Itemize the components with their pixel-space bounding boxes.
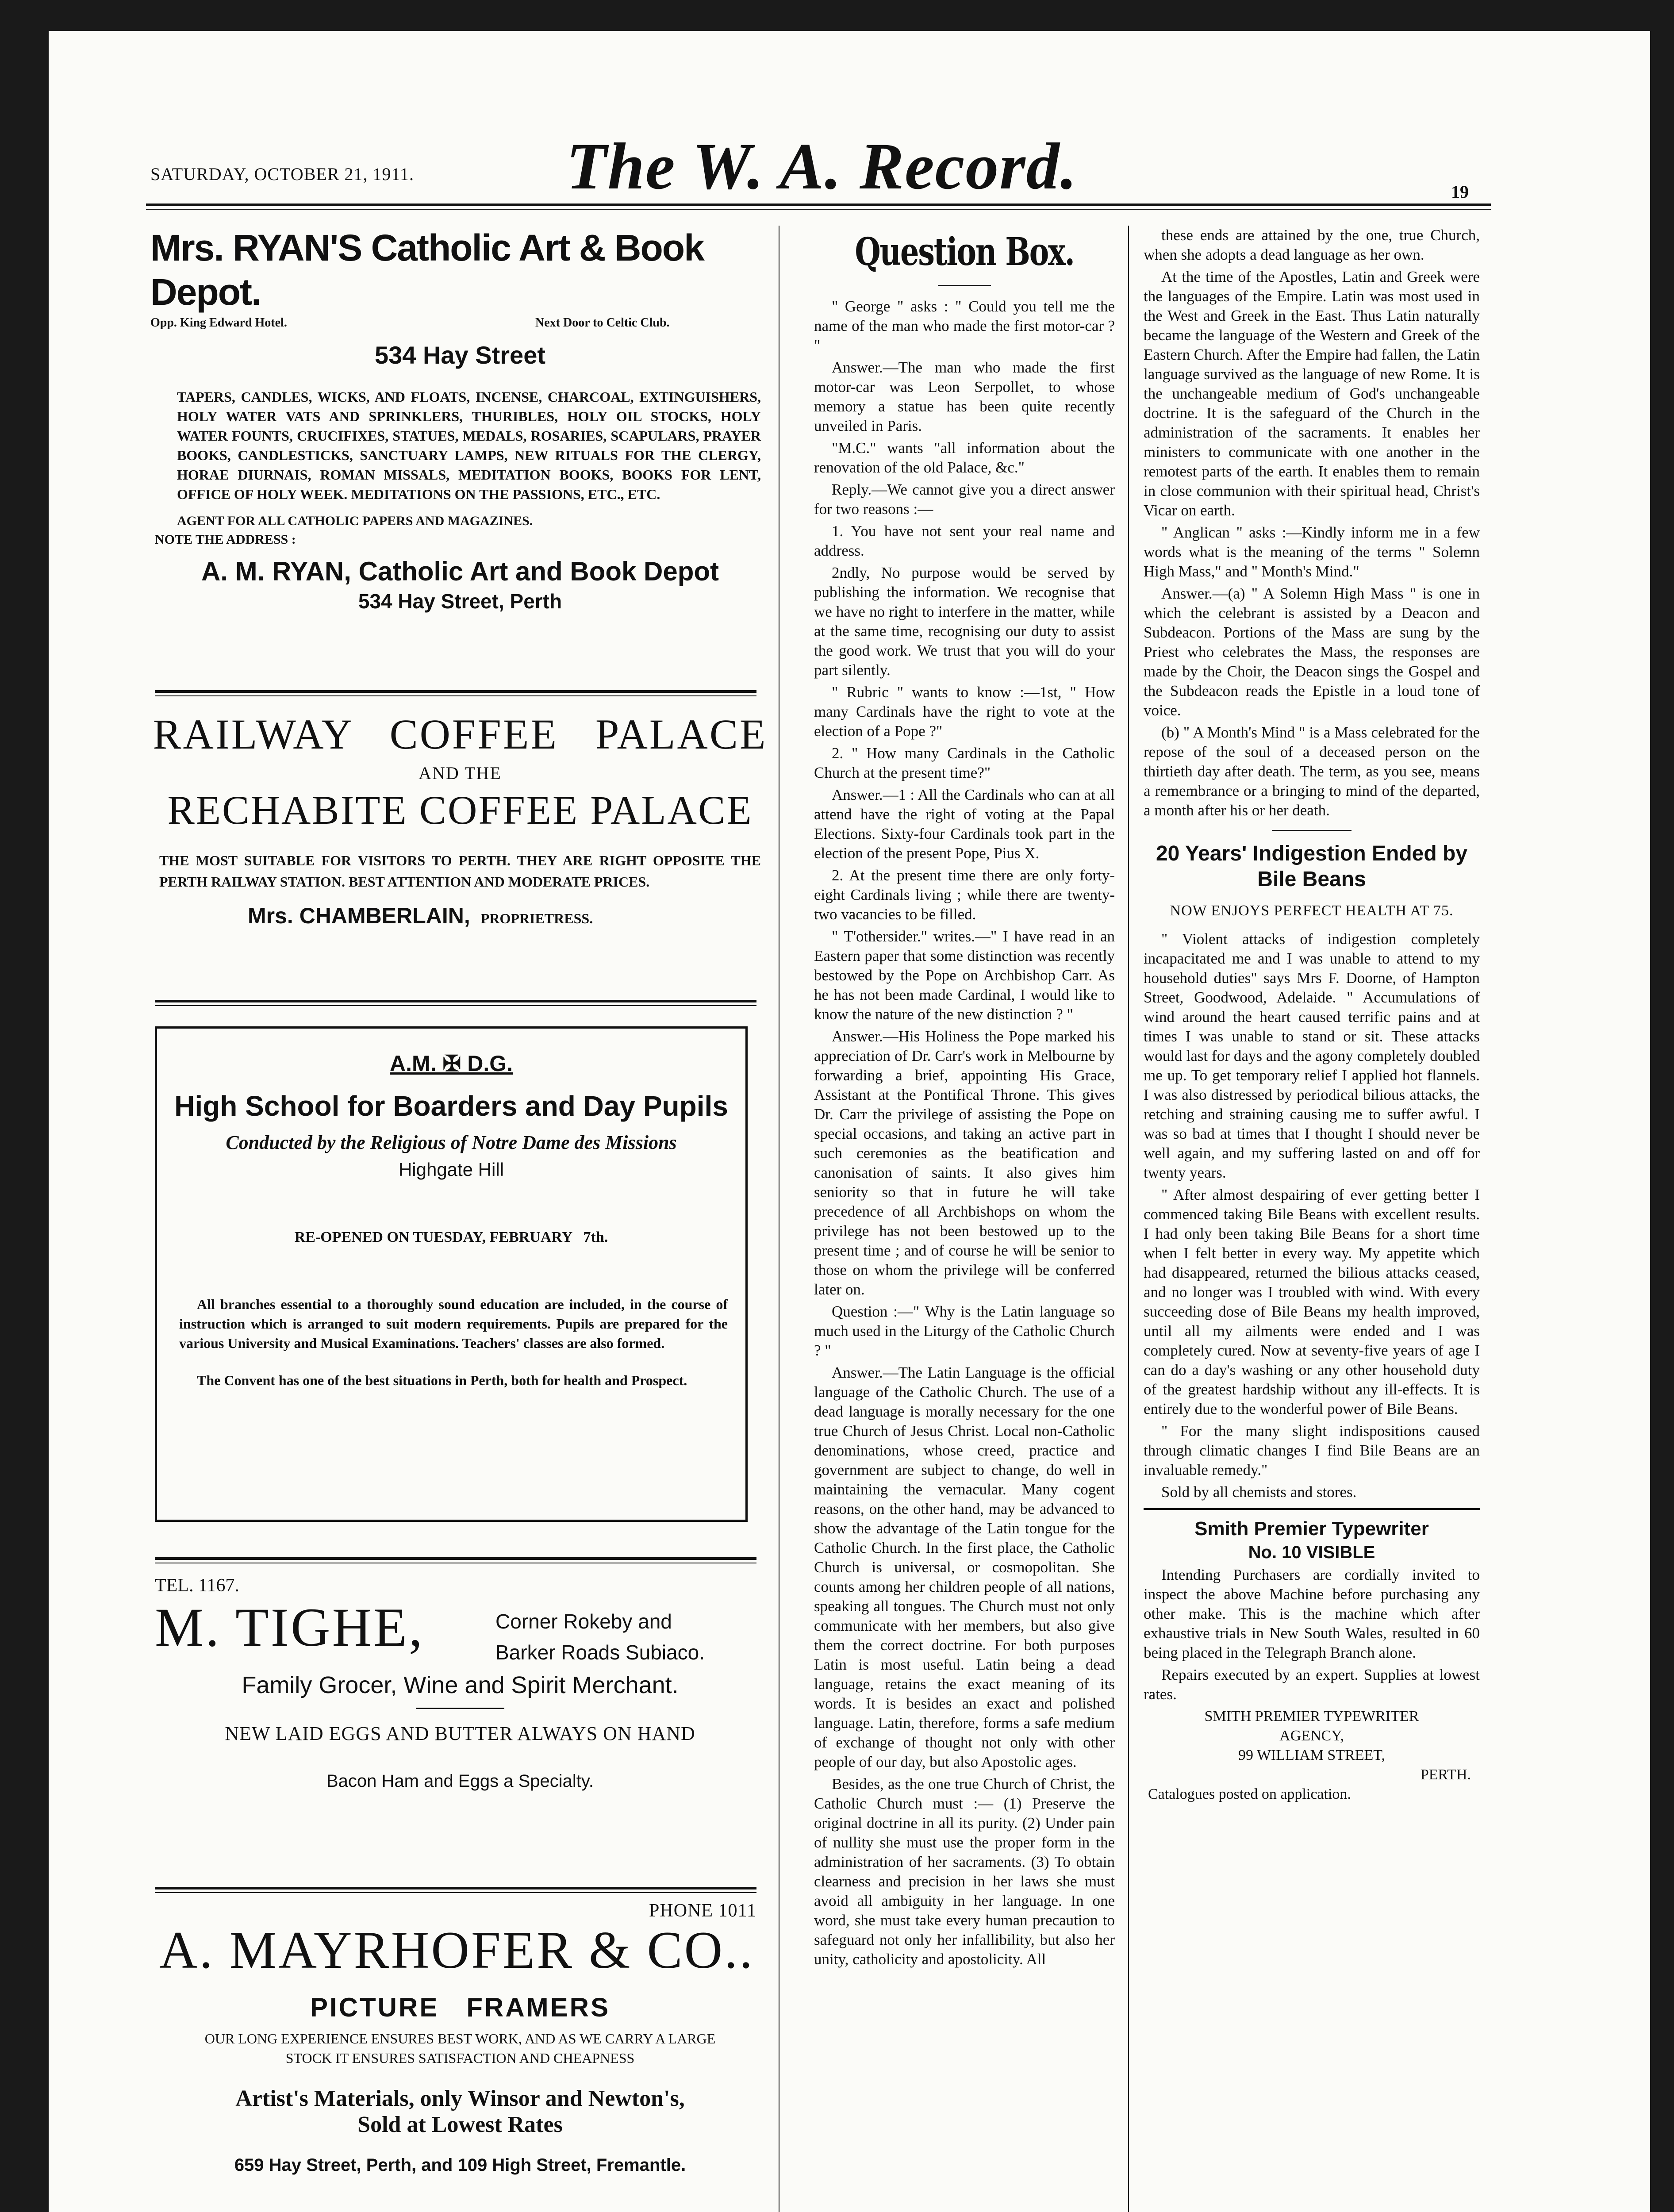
bile-beans-paragraph: " Violent attacks of indigestion completely incapacitated me and I was unable to attend to my household duties" says Mrs F. Doorne, of Hampton Street, Goodwood, Adelaide. " Accumulations of wind around the heart caused terrific pains and at times I was unable to stand or sit. These attacks would last for days and the agony completely doubled me up. To get temporary relief I applied hot flannels. I was also distressed by periodical bilious attacks, the retching and straining causing me to suffer awful. I was so bad at times that I thought I should never be well again, and my suffering lasted on and off for twenty years. — [1144, 930, 1480, 1181]
tighe-name: M. TIGHE, — [155, 1597, 424, 1658]
high-school-ad — [155, 1026, 748, 1522]
school-paragraph-1: All branches essential to a thoroughly sound education are included, in the course of instruction which is arranged to suit modern requirements. Pupils are prepared for the various University and Musical Examinations. Teachers' classes are also formed. — [179, 1296, 728, 1351]
railway-body: THE MOST SUITABLE FOR VISITORS TO PERTH. THEY ARE RIGHT OPPOSITE THE PERTH RAILWAY STATION. BEST ATTENTION AND MODERATE PRICES. — [159, 853, 761, 890]
column-paragraph: " Anglican " asks :—Kindly inform me in a few words what is the meaning of the terms " Solemn High Mass," and " Month's Mind." — [1144, 524, 1480, 580]
tighe-telephone: TEL. 1167. — [155, 1575, 239, 1596]
school-paragraph-2: The Convent has one of the best situations in Perth, both for health and Prospect. — [197, 1372, 687, 1388]
bile-beans-paragraph: Sold by all chemists and stores. — [1161, 1483, 1357, 1501]
school-place: Highgate Hill — [398, 1159, 504, 1180]
latin-and-mass-answers — [1144, 226, 1480, 820]
mayrhofer-experience: OUR LONG EXPERIENCE ENSURES BEST WORK, AND AS WE CARRY A LARGE STOCK IT ENSURES SATISFACTION AND CHEAPNESS — [204, 2031, 716, 2066]
question-box-paragraph: Answer.—The Latin Language is the official language of the Catholic Church. The use of a dead language is morally necessary for the one true Church of Jesus Christ. Local non-Catholic denominations, whose creed, practice and government are subject to change, do well in maintaining the vernacular. Many cogent reasons, on the other hand, may be advanced to show the advantage of the Latin tongue for the Catholic Church. In the first place, the Catholic Church is universal, or cosmopolitan. She counts among her children people of all nations, speaking all tongues. The Church must not only communicate with her members, but also give them the correct doctrine. For both purposes Latin is most useful. Latin being a dead language, retains the exact meaning of its words. It is besides an exact and polished language. Latin, therefore, forms a safe medium of exchange of thought not only with other people of our day, but also Apostolic ages. — [814, 1364, 1115, 1770]
tighe-bacon: Bacon Ham and Eggs a Specialty. — [326, 1771, 594, 1791]
mayrhofer-phone: PHONE 1011 — [649, 1901, 756, 1921]
tighe-address-1: Corner Rokeby and — [495, 1610, 672, 1633]
question-box-paragraph: 2. At the present time there are only forty-eight Cardinals living ; while there are twenty-two vacancies to be filled. — [814, 867, 1115, 923]
railway-and-the: AND THE — [418, 763, 502, 783]
smith-premier-repairs: Repairs executed by an expert. Supplies at lowest rates. — [1144, 1666, 1480, 1703]
school-rule — [155, 1557, 756, 1560]
ryan-agent: AGENT FOR ALL CATHOLIC PAPERS AND MAGAZINES. — [177, 514, 533, 528]
ryan-firm-address: 534 Hay Street, Perth — [358, 590, 562, 613]
mayrhofer-advertisement — [150, 1896, 770, 2212]
column-paragraph: At the time of the Apostles, Latin and Greek were the languages of the Empire. Latin was most used in the West and Greek in the East. Thus Latin naturally became the language of the Western and Greek of the Eastern Church. After the Empire had fallen, the Latin language survived as the language of new Rome. It is the unchangeable medium of God's unchangeable doctrine. It is the safeguard of the Church in the administration of the sacraments. It enables her ministers to communicate with one another in the remotest parts of the earth. It enables them to remain in close communion with their spiritual head, Christ's Vicar on earth. — [1144, 268, 1480, 519]
railway-rule — [155, 1000, 756, 1002]
page-number: 19 — [1451, 182, 1469, 202]
school-conducted-by: Conducted by the Religious of Notre Dame des Missions — [226, 1132, 677, 1153]
question-box-body — [814, 297, 1115, 1969]
school-motto: A.M. ✠ D.G. — [389, 1051, 513, 1076]
question-box-title: Question Box. — [855, 230, 1074, 274]
ryan-advertisement — [150, 226, 770, 681]
question-box-paragraph: 2ndly, No purpose would be served by publishing the information. We recognise that we have no right to interfere in the matter, while at the same time, recognising our duty to assist the good work. We trust that you will do your part silently. — [814, 564, 1115, 679]
mayrhofer-materials-1: Artist's Materials, only Winsor and Newton's, — [235, 2086, 685, 2111]
question-box-paragraph: Answer.—The man who made the first motor-car was Leon Serpollet, to whose memory a statue has been quite recently unveiled in Paris. — [814, 359, 1115, 434]
newspaper-page — [49, 31, 1650, 2212]
tighe-advertisement — [150, 1571, 770, 1880]
question-box-paragraph: 2. " How many Cardinals in the Catholic Church at the present time?" — [814, 745, 1115, 781]
question-box-paragraph: Besides, as the one true Church of Christ, the Catholic Church must :— (1) Preserve the original doctrine in all its purity. (2) Under pain of nullity she must use the proper form in the administration of her sacraments. (3) To obtain clearness and precision in her laws she must avoid all ambiguity in her language. In one word, she must take every human precaution to safeguard not only her infallibility, but also her unity, catholicity and apostolicity. All — [814, 1775, 1115, 1968]
smith-premier-model: No. 10 VISIBLE — [1248, 1543, 1375, 1562]
bile-beans-subtitle: NOW ENJOYS PERFECT HEALTH AT 75. — [1170, 902, 1454, 919]
third-column — [1144, 226, 1480, 2212]
mayrhofer-address: 659 Hay Street, Perth, and 109 High Street, Fremantle. — [234, 2155, 686, 2175]
column-rule-2 — [1128, 226, 1129, 2212]
question-box-paragraph: Answer.—His Holiness the Pope marked his appreciation of Dr. Carr's work in Melbourne by forwarding a brief, appointing His Grace, Assistant at the Pontifical Throne. This gives Dr. Carr the privilege of assisting the Pope on special occasions, and taking an active part in such ceremonies as the beatification and canonisation of saints. It also gives him seniority so that in future he will take precedence of all Archbishops on whom the privilege has not been bestowed up to the present time ; and of course he will be senior to those on whom the privilege will be conferred later on. — [814, 1028, 1115, 1298]
question-box-paragraph: Reply.—We cannot give you a direct answer for two reasons :— — [814, 481, 1115, 518]
header-rule-thick — [146, 204, 1491, 206]
tighe-eggs: NEW LAID EGGS AND BUTTER ALWAYS ON HAND — [225, 1723, 695, 1744]
railway-coffee-palace-ad — [150, 708, 770, 991]
tighe-trade: Family Grocer, Wine and Spirit Merchant. — [242, 1672, 679, 1698]
question-box-paragraph: Question :—" Why is the Latin language so much used in the Liturgy of the Catholic Church ? " — [814, 1303, 1115, 1359]
rechabite-title: RECHABITE COFFEE PALACE — [167, 787, 753, 833]
ryan-rule — [155, 690, 756, 693]
ryan-goods-list: TAPERS, CANDLES, WICKS, AND FLOATS, INCENSE, CHARCOAL, EXTINGUISHERS, HOLY WATER VATS AND SPRINKLERS, THURIBLES, HOLY OIL STOCKS, HOLY WATER FOUNTS, CRUCIFIXES, STATUES, MEDALS, ROSARIES, SCAPULARS, PRAYER BOOKS, CANDLESTICKS, SANCTUARY LAMPS, NEW RITUALS FOR THE CLERGY, HORAE DIURNAIS, ROMAN MISSALS, MEDITATION BOOKS, BOOKS FOR LENT, OFFICE OF HOLY WEEK. MEDITATIONS ON THE PASSIONS, ETC., ETC. — [177, 389, 761, 502]
ryan-title: Mrs. RYAN'S Catholic Art & Book Depot. — [150, 227, 704, 313]
question-box-paragraph: 1. You have not sent your real name and address. — [814, 522, 1115, 559]
ryan-address: 534 Hay Street — [374, 341, 545, 369]
bile-beans-paragraph: " For the many slight indispositions caused through climatic changes I find Bile Beans are an invaluable remedy." — [1144, 1422, 1480, 1479]
ryan-opposite: Opp. King Edward Hotel. — [150, 316, 287, 330]
question-box-paragraph: " Rubric " wants to know :—1st, " How many Cardinals have the right to vote at the election of a Pope ?" — [814, 684, 1115, 740]
mayrhofer-materials-2: Sold at Lowest Rates — [357, 2112, 563, 2137]
bile-beans-paragraph: " After almost despairing of ever getting better I commenced taking Bile Beans with excellent results. I had only been taking Bile Beans for a short time when I felt better in every way. My appetite which had disappeared, returned the bilious attacks ceased, and no longer was I troubled with wind. With every succeeding dose of Bile Beans my health improved, until all my ailments were ended and I was completely cured. Now at seventy-five years of age I can do a day's washing or any other household duty of the greatest hardship without any ill-effects. It is entirely due to the wonderful power of Bile Beans. — [1144, 1186, 1480, 1417]
ryan-next-door: Next Door to Celtic Club. — [535, 316, 670, 330]
tighe-address-2: Barker Roads Subiaco. — [495, 1641, 705, 1664]
railway-title: RAILWAY COFFEE PALACE — [153, 710, 768, 758]
question-box-paragraph: " T'othersider." writes.—" I have read in an Eastern paper that some distinction was recently bestowed by the Pope on Archbishop Carr. As he has not been made Cardinal, I would like to know the nature of the new distinction ? " — [814, 928, 1115, 1023]
masthead: The W. A. Record. — [566, 130, 1078, 203]
bile-beans-testimonial — [1144, 929, 1480, 1502]
smith-street: 99 WILLIAM STREET, — [1238, 1747, 1386, 1763]
ryan-note: NOTE THE ADDRESS : — [155, 532, 296, 547]
issue-date: SATURDAY, OCTOBER 21, 1911. — [150, 164, 415, 184]
school-title: High School for Boarders and Day Pupils — [174, 1090, 728, 1122]
smith-catalogues: Catalogues posted on application. — [1148, 1786, 1351, 1802]
question-box-paragraph: "M.C." wants "all information about the renovation of the old Palace, &c." — [814, 439, 1115, 476]
question-box-paragraph: Answer.—1 : All the Cardinals who can at all attend have the right of voting at the Papal Elections. Sixty-four Cardinals took part in the election of the present Pope, Pius X. — [814, 786, 1115, 862]
column-paragraph: (b) " A Month's Mind " is a Mass celebrated for the repose of the soul of a deceased person on the thirtieth day after death. The term, as you see, means a remembrance or a bringing to mind of the departed, a month after his or her death. — [1144, 724, 1480, 819]
railway-proprietress: Mrs. CHAMBERLAIN, — [248, 903, 470, 928]
question-box-paragraph: " George " asks : " Could you tell me the name of the man who made the first motor-car ? " — [814, 298, 1115, 354]
smith-premier-title: Smith Premier Typewriter — [1194, 1518, 1429, 1540]
railway-proprietress-title: PROPRIETRESS. — [480, 910, 593, 926]
column-paragraph: Answer.—(a) " A Solemn High Mass " is one in which the celebrant is assisted by a Deacon and Subdeacon. Portions of the Mass are sung by the Priest who celebrates the Mass, the responses are made by the Choir, the Deacon sings the Gospel and the Subdeacon reads the Epistle in a loud tone of voice. — [1144, 585, 1480, 719]
mayrhofer-trade: PICTURE FRAMERS — [310, 1993, 610, 2022]
column-paragraph: these ends are attained by the one, true Church, when she adopts a dead language as her own. — [1144, 227, 1480, 263]
ryan-firm-name: A. M. RYAN, Catholic Art and Book Depot — [201, 557, 719, 586]
bile-beans-title: 20 Years' Indigestion Ended by Bile Beans — [1156, 842, 1468, 891]
school-reopened: RE-OPENED ON TUESDAY, FEBRUARY 7th. — [294, 1229, 608, 1245]
tighe-rule — [155, 1887, 756, 1889]
smith-agency-name: SMITH PREMIER TYPEWRITER — [1204, 1708, 1419, 1724]
smith-city: PERTH. — [1420, 1767, 1471, 1783]
smith-agency-label: AGENCY, — [1279, 1728, 1344, 1744]
smith-premier-body: Intending Purchasers are cordially invited to inspect the above Machine before purchasing any other make. This is the machine which after exhaustive trials in New South Wales, resulted in 60 being placed in the Telegraph Branch alone. — [1144, 1566, 1480, 1661]
mayrhofer-name: A. MAYRHOFER & CO.. — [159, 1920, 755, 1979]
question-box-column — [814, 226, 1115, 2212]
header-rule-thin — [146, 209, 1491, 210]
